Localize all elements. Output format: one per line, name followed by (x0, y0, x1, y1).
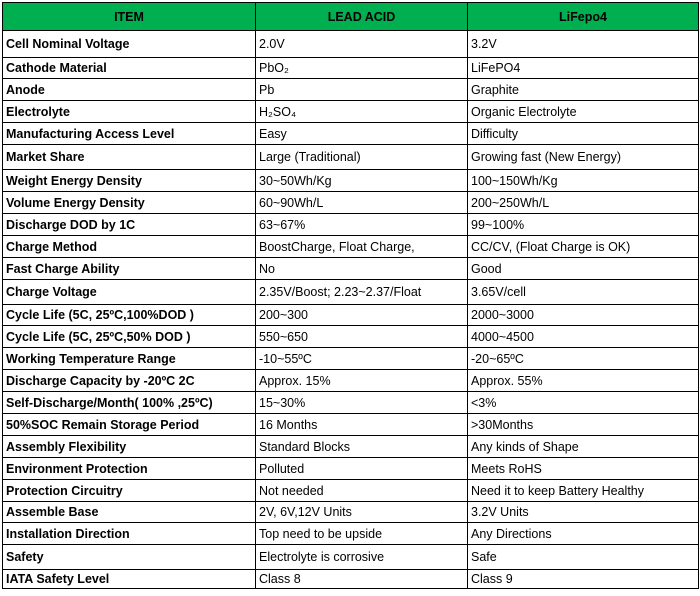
lead-acid-cell: 2V, 6V,12V Units (256, 502, 468, 523)
item-cell: 50%SOC Remain Storage Period (3, 414, 256, 436)
table-row (3, 258, 699, 280)
lifepo4-cell: 200~250Wh/L (468, 192, 699, 214)
table-row (3, 192, 699, 214)
table-row (3, 31, 699, 58)
item-cell: Charge Method (3, 236, 256, 258)
lead-acid-cell: Large (Traditional) (256, 145, 468, 170)
lifepo4-cell: 2000~3000 (468, 305, 699, 326)
lifepo4-cell: 99~100% (468, 214, 699, 236)
lifepo4-cell: 3.2V (468, 31, 699, 58)
lead-acid-cell: Class 8 (256, 570, 468, 589)
table-row (3, 79, 699, 101)
table-row (3, 370, 699, 392)
lead-acid-cell: Approx. 15% (256, 370, 468, 392)
item-cell: Discharge DOD by 1C (3, 214, 256, 236)
item-cell: Cycle Life (5C, 25ºC,100%DOD ) (3, 305, 256, 326)
lifepo4-cell: Growing fast (New Energy) (468, 145, 699, 170)
lead-acid-cell: Polluted (256, 458, 468, 480)
lead-acid-cell: H₂SO₄ (256, 101, 468, 123)
lifepo4-cell: Meets RoHS (468, 458, 699, 480)
lifepo4-cell: CC/CV, (Float Charge is OK) (468, 236, 699, 258)
lead-acid-cell: 200~300 (256, 305, 468, 326)
lifepo4-cell: LiFePO4 (468, 58, 699, 79)
lead-acid-cell: Electrolyte is corrosive (256, 545, 468, 570)
lead-acid-cell: Pb (256, 79, 468, 101)
comparison-table (2, 2, 699, 589)
lifepo4-cell: Need it to keep Battery Healthy (468, 480, 699, 502)
lifepo4-cell: >30Months (468, 414, 699, 436)
lead-acid-cell: Not needed (256, 480, 468, 502)
lifepo4-cell: Any kinds of Shape (468, 436, 699, 458)
table-row (3, 170, 699, 192)
lifepo4-cell: -20~65ºC (468, 348, 699, 370)
header-row (3, 3, 699, 31)
item-cell: Market Share (3, 145, 256, 170)
lead-acid-cell: -10~55ºC (256, 348, 468, 370)
lifepo4-cell: 4000~4500 (468, 326, 699, 348)
item-cell: Electrolyte (3, 101, 256, 123)
item-cell: Cycle Life (5C, 25ºC,50% DOD ) (3, 326, 256, 348)
lead-acid-cell: 30~50Wh/Kg (256, 170, 468, 192)
item-cell: Cell Nominal Voltage (3, 31, 256, 58)
table-row (3, 348, 699, 370)
item-cell: Cathode Material (3, 58, 256, 79)
table-row (3, 523, 699, 545)
lifepo4-cell: Graphite (468, 79, 699, 101)
lifepo4-cell: Difficulty (468, 123, 699, 145)
item-cell: Volume Energy Density (3, 192, 256, 214)
table-row (3, 480, 699, 502)
table-row (3, 214, 699, 236)
item-cell: Installation Direction (3, 523, 256, 545)
table-row (3, 502, 699, 523)
lifepo4-cell: 3.2V Units (468, 502, 699, 523)
item-cell: Environment Protection (3, 458, 256, 480)
item-cell: Assemble Base (3, 502, 256, 523)
table-row (3, 545, 699, 570)
table-row (3, 123, 699, 145)
lead-acid-cell: Top need to be upside (256, 523, 468, 545)
table-row (3, 326, 699, 348)
item-cell: IATA Safety Level (3, 570, 256, 589)
lead-acid-cell: Standard Blocks (256, 436, 468, 458)
item-cell: Weight Energy Density (3, 170, 256, 192)
lead-acid-cell: 60~90Wh/L (256, 192, 468, 214)
item-cell: Discharge Capacity by -20ºC 2C (3, 370, 256, 392)
lifepo4-cell: 3.65V/cell (468, 280, 699, 305)
item-cell: Working Temperature Range (3, 348, 256, 370)
header-lifepo4: LiFepo4 (468, 3, 699, 31)
header-item: ITEM (3, 3, 256, 31)
lifepo4-cell: Organic Electrolyte (468, 101, 699, 123)
lifepo4-cell: Good (468, 258, 699, 280)
lifepo4-cell: Any Directions (468, 523, 699, 545)
table-row (3, 436, 699, 458)
table-row (3, 236, 699, 258)
item-cell: Manufacturing Access Level (3, 123, 256, 145)
header-lead-acid: LEAD ACID (256, 3, 468, 31)
table-row (3, 280, 699, 305)
table-row (3, 305, 699, 326)
table-row (3, 58, 699, 79)
lifepo4-cell: Class 9 (468, 570, 699, 589)
item-cell: Assembly Flexibility (3, 436, 256, 458)
table-row (3, 458, 699, 480)
table-row (3, 392, 699, 414)
table-row (3, 101, 699, 123)
item-cell: Self-Discharge/Month( 100% ,25ºC) (3, 392, 256, 414)
lead-acid-cell: No (256, 258, 468, 280)
item-cell: Protection Circuitry (3, 480, 256, 502)
lead-acid-cell: Easy (256, 123, 468, 145)
lead-acid-cell: BoostCharge, Float Charge, (256, 236, 468, 258)
item-cell: Anode (3, 79, 256, 101)
lifepo4-cell: Safe (468, 545, 699, 570)
item-cell: Charge Voltage (3, 280, 256, 305)
table-body (3, 31, 699, 589)
lifepo4-cell: 100~150Wh/Kg (468, 170, 699, 192)
lead-acid-cell: 16 Months (256, 414, 468, 436)
lead-acid-cell: 550~650 (256, 326, 468, 348)
item-cell: Safety (3, 545, 256, 570)
lead-acid-cell: 2.0V (256, 31, 468, 58)
lifepo4-cell: <3% (468, 392, 699, 414)
lifepo4-cell: Approx. 55% (468, 370, 699, 392)
lead-acid-cell: PbO₂ (256, 58, 468, 79)
table-row (3, 570, 699, 589)
item-cell: Fast Charge Ability (3, 258, 256, 280)
lead-acid-cell: 15~30% (256, 392, 468, 414)
table-row (3, 414, 699, 436)
lead-acid-cell: 2.35V/Boost; 2.23~2.37/Float (256, 280, 468, 305)
lead-acid-cell: 63~67% (256, 214, 468, 236)
table-row (3, 145, 699, 170)
